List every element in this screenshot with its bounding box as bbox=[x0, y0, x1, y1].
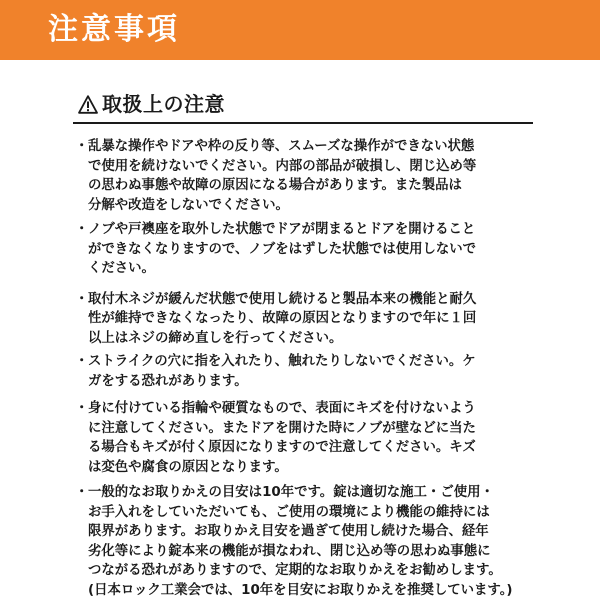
bullet: ・ bbox=[75, 401, 89, 416]
caution-text-line: 一般的なお取りかえの目安は10年です。錠は適切な施工・ご使用・ bbox=[88, 485, 494, 500]
bullet: ・ bbox=[75, 485, 89, 500]
caution-text-line: 分解や改造をしないでください。 bbox=[88, 197, 289, 213]
caution-text-line: お手入れをしていただいても、ご使用の環境により機能の維持には bbox=[88, 504, 490, 520]
caution-text-line: 以上はネジの締め直しを行ってください。 bbox=[88, 330, 343, 346]
caution-text-line: 取付木ネジが緩んだ状態で使用し続けると製品本来の機能と耐久 bbox=[88, 291, 477, 307]
caution-text-line: に注意してください。またドアを開けた時にノブが壁などに当た bbox=[88, 420, 476, 436]
caution-text-line: 限界があります。お取りかえ目安を過ぎて使用し続けた場合、経年 bbox=[88, 524, 489, 539]
section-heading-text: 取扱上の注意 bbox=[102, 92, 225, 116]
caution-text-line: は変色や腐食の原因となります。 bbox=[88, 459, 288, 475]
bullet: ・ bbox=[75, 222, 89, 237]
caution-item bbox=[74, 220, 530, 279]
warning-triangle-icon bbox=[78, 95, 98, 114]
caution-text-line: ノブや戸襖座を取外した状態でドアが閉まるとドアを開けること bbox=[88, 222, 476, 237]
caution-text-line: ください。 bbox=[88, 261, 155, 276]
bullet: ・ bbox=[75, 354, 89, 369]
caution-item bbox=[74, 399, 530, 477]
caution-item bbox=[74, 137, 530, 215]
caution-text-line: ができなくなりますので、ノブをはずした状態では使用しないで bbox=[88, 241, 477, 257]
caution-text-line: で使用を続けないでください。内部の部品が破損し、閉じ込め等 bbox=[88, 158, 477, 174]
bullet: ・ bbox=[75, 139, 89, 154]
banner-title: 注意事項 bbox=[48, 12, 180, 47]
caution-text-line: ストライクの穴に指を入れたり、触れたりしないでください。ケ bbox=[88, 354, 476, 369]
caution-list bbox=[74, 137, 530, 600]
caution-item bbox=[74, 483, 530, 600]
caution-text-line: る場合もキズが付く原因になりますので注意してください。キズ bbox=[88, 440, 476, 455]
section-heading bbox=[78, 94, 225, 114]
heading-divider bbox=[73, 122, 533, 124]
caution-text-line: 劣化等により錠本来の機能が損なわれ、閉じ込め等の思わぬ事態に bbox=[88, 543, 491, 559]
bullet: ・ bbox=[75, 291, 89, 307]
caution-item bbox=[74, 290, 530, 349]
caution-text-line: の思わぬ事態や故障の原因になる場合があります。また製品は bbox=[88, 178, 462, 193]
caution-text-line: 性が維持できなくなったり、故障の原因となりますので年に１回 bbox=[88, 311, 477, 326]
caution-text-line: (日本ロック工業会では、10年を目安にお取りかえを推奨しています。) bbox=[88, 582, 513, 598]
caution-text-line: 身に付けている指輪や硬質なもので、表面にキズを付けないよう bbox=[88, 401, 476, 416]
header-banner bbox=[0, 0, 600, 60]
caution-item bbox=[74, 352, 530, 391]
caution-text-line: ガをする恐れがあります。 bbox=[88, 373, 248, 389]
caution-text-line: 乱暴な操作やドアや枠の反り等、スムーズな操作ができない状態 bbox=[88, 139, 475, 154]
caution-text-line: つながる恐れがありますので、定期的なお取りかえをお勧めします。 bbox=[88, 563, 502, 578]
